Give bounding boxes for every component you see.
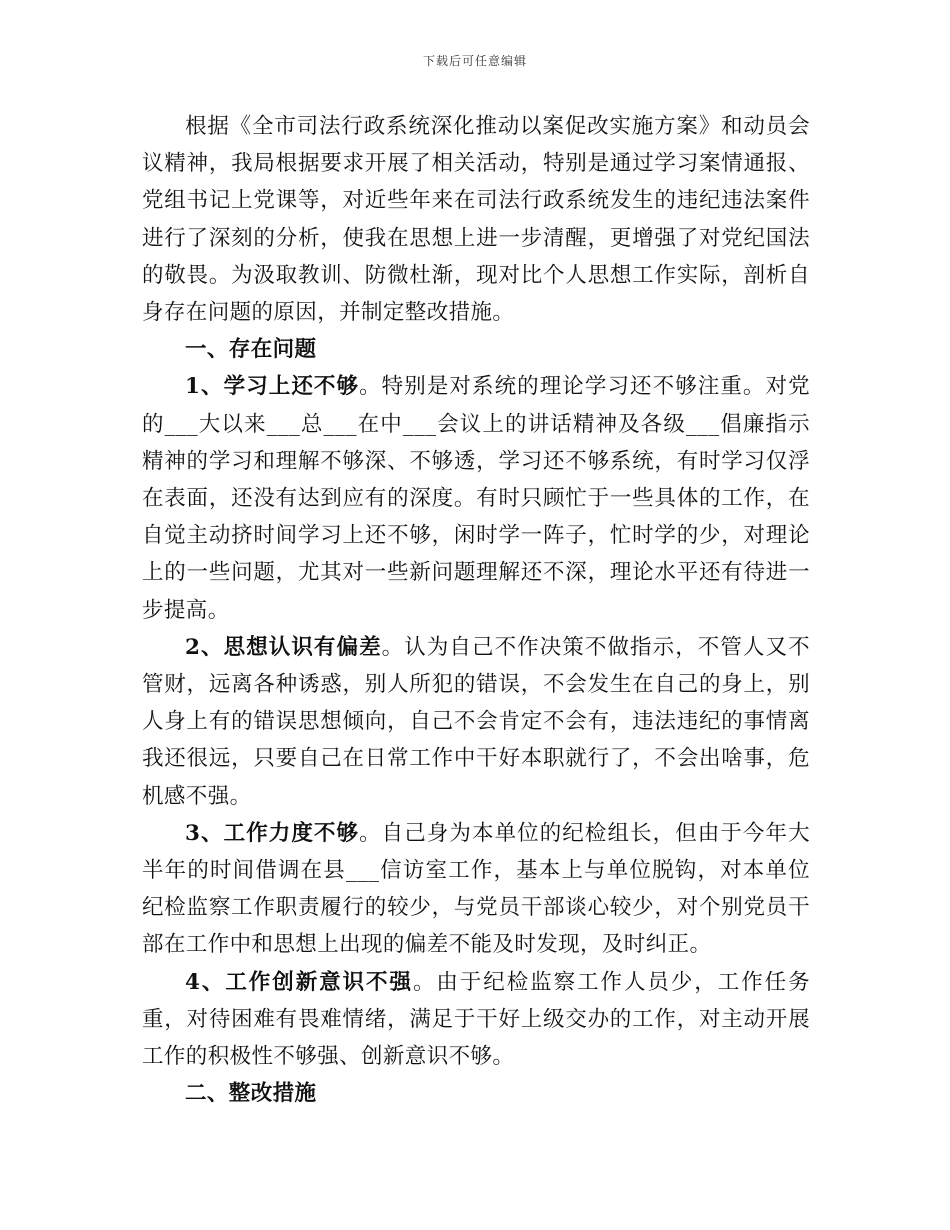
problem-item-1 — [142, 368, 810, 628]
section-heading-problems: 一、存在问题 — [185, 337, 317, 363]
document-body — [142, 108, 810, 1112]
problem-item-1-lead: 1、学习上还不够 — [185, 374, 360, 400]
problem-item-3 — [142, 815, 810, 964]
problem-item-4-body: 。由于纪检监察工作人员少，工作任务重，对待困难有畏难情绪，满足于干好上级交办的工作，对主动开展工作的积极性不够强、创新意识不够。 — [142, 969, 810, 1070]
problem-item-4 — [142, 964, 810, 1076]
section-heading-measures: 二、整改措施 — [185, 1081, 317, 1107]
problem-item-3-lead: 3、工作力度不够 — [185, 820, 360, 846]
intro-paragraph: 根据《全市司法行政系统深化推动以案促改实施方案》和动员会议精神，我局根据要求开展了相关活动，特别是通过学习案情通报、党组书记上党课等，对近些年来在司法行政系统发生的违纪违法案件进行了深刻的分析，使我在思想上进一步清醒，更增强了对党纪国法的敬畏。为汲取教训、防微杜渐，现对比个人思想工作实际，剖析自身存在问题的原因，并制定整改措施。 — [142, 114, 810, 326]
problem-item-2-lead: 2、思想认识有偏差 — [185, 634, 382, 660]
problem-item-1-body: 。特别是对系统的理论学习还不够注重。对党的___大以来___总___在中___会议上的讲话精神及各级___倡廉指示精神的学习和理解不够深、不够透，学习还不够系统，有时学习仅浮在表面，还没有达到应有的深度。有时只顾忙于一些具体的工作，在自觉主动挤时间学习上还不够，闲时学一阵子，忙时学的少，对理论上的一些问题，尤其对一些新问题理解还不深，理论水平还有待进一步提高。 — [142, 374, 810, 623]
problem-item-3-body: 。自己身为本单位的纪检组长，但由于今年大半年的时间借调在县___信访室工作，基本上与单位脱钩，对本单位纪检监察工作职责履行的较少，与党员干部谈心较少，对个别党员干部在工作中和思想上出现的偏差不能及时发现，及时纠正。 — [142, 820, 810, 958]
problem-item-2-body: 。认为自己不作决策不做指示，不管人又不管财，远离各种诱惑，别人所犯的错误，不会发生在自己的身上，别人身上有的错误思想倾向，自己不会肯定不会有，违法违纪的事情离我还很远，只要自己在日常工作中干好本职就行了，不会出啥事，危机感不强。 — [142, 634, 810, 809]
page-header: 下载后可任意编辑 — [422, 54, 527, 68]
problem-item-4-lead: 4、工作创新意识不强 — [185, 969, 413, 995]
problem-item-2 — [142, 629, 810, 815]
